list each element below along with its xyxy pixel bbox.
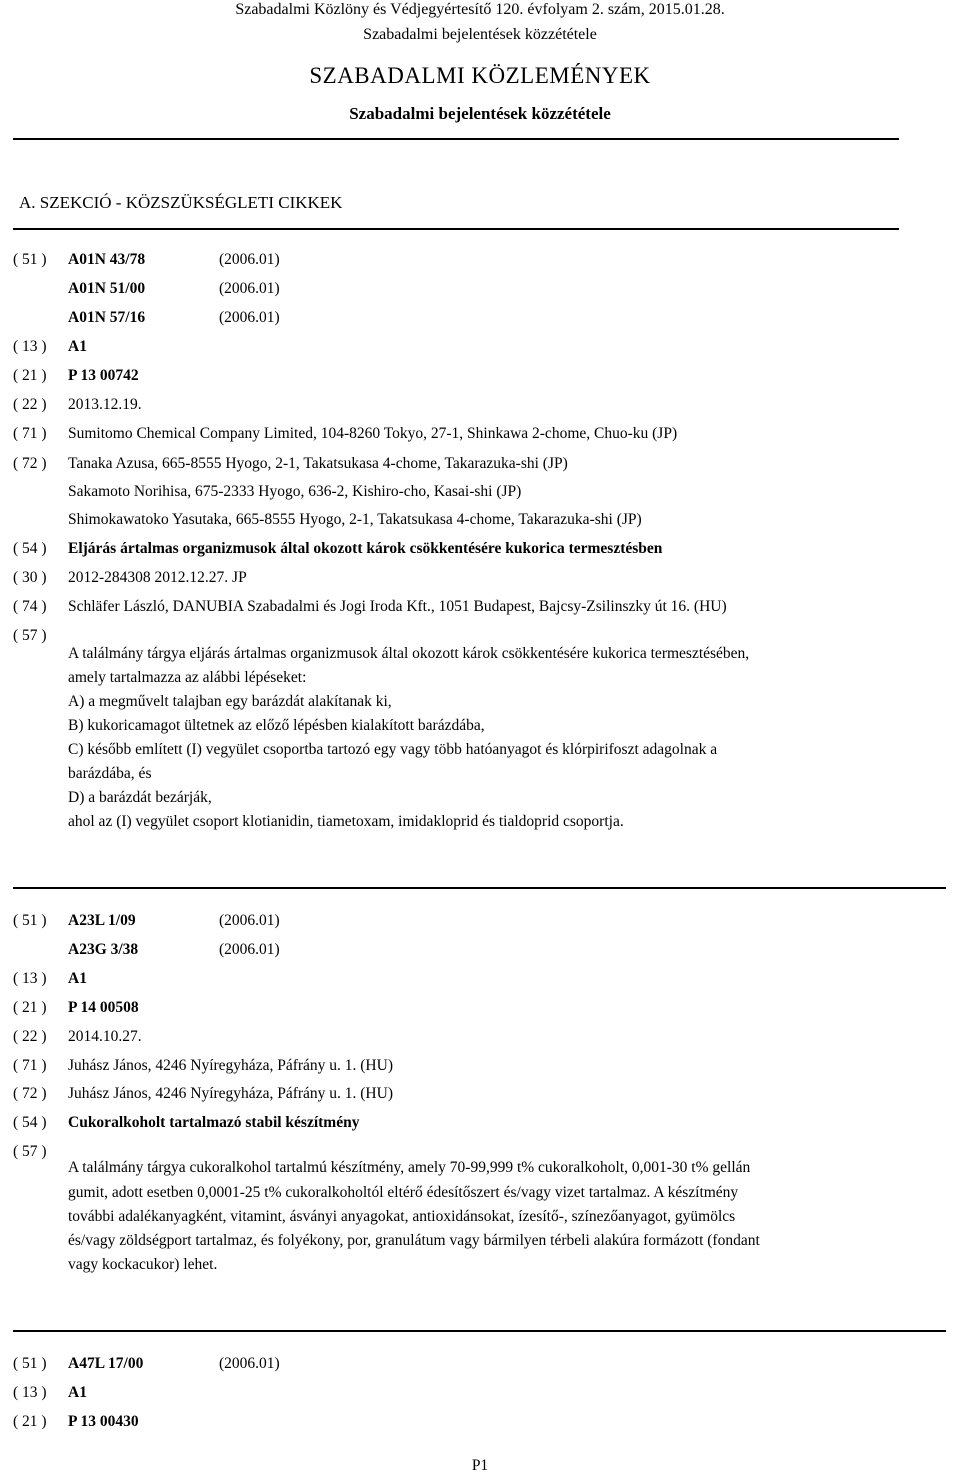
representative: Schläfer László, DANUBIA Szabadalmi és Jogi Iroda Kft., 1051 Budapest, Bajcsy-Zsilinszky út 16. (HU) [68,598,727,615]
abstract-line: gumit, adott esetben 0,0001-25 t% cukoralkoholtól eltérő édesítőszert és/vagy vizet tartalmaz. A készítmény [68,1184,739,1201]
abstract-line: és/vagy zöldségport tartalmaz, és folyékony, por, granulátum vagy bármilyen térbeli alakúra formázott (fondant [68,1232,760,1249]
inventor: Juhász János, 4246 Nyíregyháza, Páfrány u. 1. (HU) [68,1085,393,1102]
invention-title: Eljárás ártalmas organizmusok által okozott károk csökkentésére kukorica termesztésben [68,540,663,557]
field-code-13: ( 13 ) [13,970,47,987]
abstract-line: további adalékanyagként, vitamint, ásványi anyagokat, antioxidánsokat, ízesítő-, színezőanyagot, gyümölcs [68,1208,736,1225]
inventor: Shimokawatoko Yasutaka, 665-8555 Hyogo, 2-1, Takatsukasa 4-chome, Takarazuka-shi (JP) [68,511,642,528]
application-number: P 13 00742 [68,367,139,384]
page-title: SZABADALMI KÖZLEMÉNYEK [309,63,651,88]
field-code-22: ( 22 ) [13,1028,47,1045]
field-code-51: ( 51 ) [13,251,47,268]
ipc-code: A23G 3/38 [68,941,139,958]
divider [13,228,899,230]
ipc-version: (2006.01) [219,1355,280,1372]
page-number: P1 [471,1457,489,1474]
field-code-71: ( 71 ) [13,425,47,442]
abstract-line: vagy kockacukor) lehet. [68,1256,218,1273]
field-code-21: ( 21 ) [13,999,47,1016]
field-code-30: ( 30 ) [13,569,47,586]
field-code-22: ( 22 ) [13,396,47,413]
field-code-54: ( 54 ) [13,540,47,557]
running-subheader: Szabadalmi bejelentések közzététele [363,26,597,43]
filing-date: 2014.10.27. [68,1028,142,1045]
field-code-21: ( 21 ) [13,1413,47,1430]
ipc-version: (2006.01) [219,941,280,958]
field-code-72: ( 72 ) [13,455,47,472]
field-code-57: ( 57 ) [13,627,47,644]
divider [13,1330,946,1332]
ipc-code: A01N 43/78 [68,251,146,268]
filing-date: 2013.12.19. [68,396,142,413]
field-code-51: ( 51 ) [13,1355,47,1372]
applicant: Sumitomo Chemical Company Limited, 104-8260 Tokyo, 27-1, Shinkawa 2-chome, Chuo-ku (JP) [68,425,678,442]
field-code-51: ( 51 ) [13,912,47,929]
abstract-line: C) később említett (I) vegyület csoportba tartozó egy vagy több hatóanyagot és klórpirifoszt adagolnak a [68,741,718,758]
abstract-line: A találmány tárgya cukoralkohol tartalmú készítmény, amely 70-99,999 t% cukoralkoholt, 0,001-30 t% gellán [68,1159,751,1176]
running-header: Szabadalmi Közlöny és Védjegyértesítő 120. évfolyam 2. szám, 2015.01.28. [235,1,725,18]
abstract-line: A találmány tárgya eljárás ártalmas organizmusok által okozott károk csökkentésére kukorica termesztésében, [68,645,750,662]
ipc-code: A23L 1/09 [68,912,136,929]
application-number: P 14 00508 [68,999,139,1016]
field-code-71: ( 71 ) [13,1057,47,1074]
section-heading: A. SZEKCIÓ - KÖZSZÜKSÉGLETI CIKKEK [19,193,343,212]
ipc-version: (2006.01) [219,280,280,297]
kind-code: A1 [68,970,87,987]
field-code-13: ( 13 ) [13,1384,47,1401]
abstract-line: D) a barázdát bezárják, [68,789,212,806]
field-code-57: ( 57 ) [13,1143,47,1160]
applicant: Juhász János, 4246 Nyíregyháza, Páfrány u. 1. (HU) [68,1057,393,1074]
field-code-21: ( 21 ) [13,367,47,384]
application-number: P 13 00430 [68,1413,139,1430]
abstract-line: B) kukoricamagot ültetnek az előző lépésben kialakított barázdába, [68,717,485,734]
ipc-version: (2006.01) [219,912,280,929]
priority: 2012-284308 2012.12.27. JP [68,569,247,586]
divider [13,138,899,140]
invention-title: Cukoralkoholt tartalmazó stabil készítmény [68,1114,360,1131]
field-code-13: ( 13 ) [13,338,47,355]
ipc-code: A01N 57/16 [68,309,146,326]
kind-code: A1 [68,338,87,355]
ipc-code: A01N 51/00 [68,280,146,297]
inventor: Sakamoto Norihisa, 675-2333 Hyogo, 636-2, Kishiro-cho, Kasai-shi (JP) [68,483,522,500]
page-subtitle: Szabadalmi bejelentések közzététele [349,104,611,123]
divider [13,887,946,889]
abstract-line: A) a megművelt talajban egy barázdát alakítanak ki, [68,693,392,710]
ipc-version: (2006.01) [219,309,280,326]
abstract-line: ahol az (I) vegyület csoport klotianidin, tiametoxam, imidakloprid és tialdoprid csoportja. [68,813,624,830]
field-code-74: ( 74 ) [13,598,47,615]
abstract-line: amely tartalmazza az alábbi lépéseket: [68,669,307,686]
field-code-54: ( 54 ) [13,1114,47,1131]
kind-code: A1 [68,1384,87,1401]
inventor: Tanaka Azusa, 665-8555 Hyogo, 2-1, Takatsukasa 4-chome, Takarazuka-shi (JP) [68,455,568,472]
abstract-line: barázdába, és [68,765,152,782]
field-code-72: ( 72 ) [13,1085,47,1102]
ipc-code: A47L 17/00 [68,1355,144,1372]
ipc-version: (2006.01) [219,251,280,268]
